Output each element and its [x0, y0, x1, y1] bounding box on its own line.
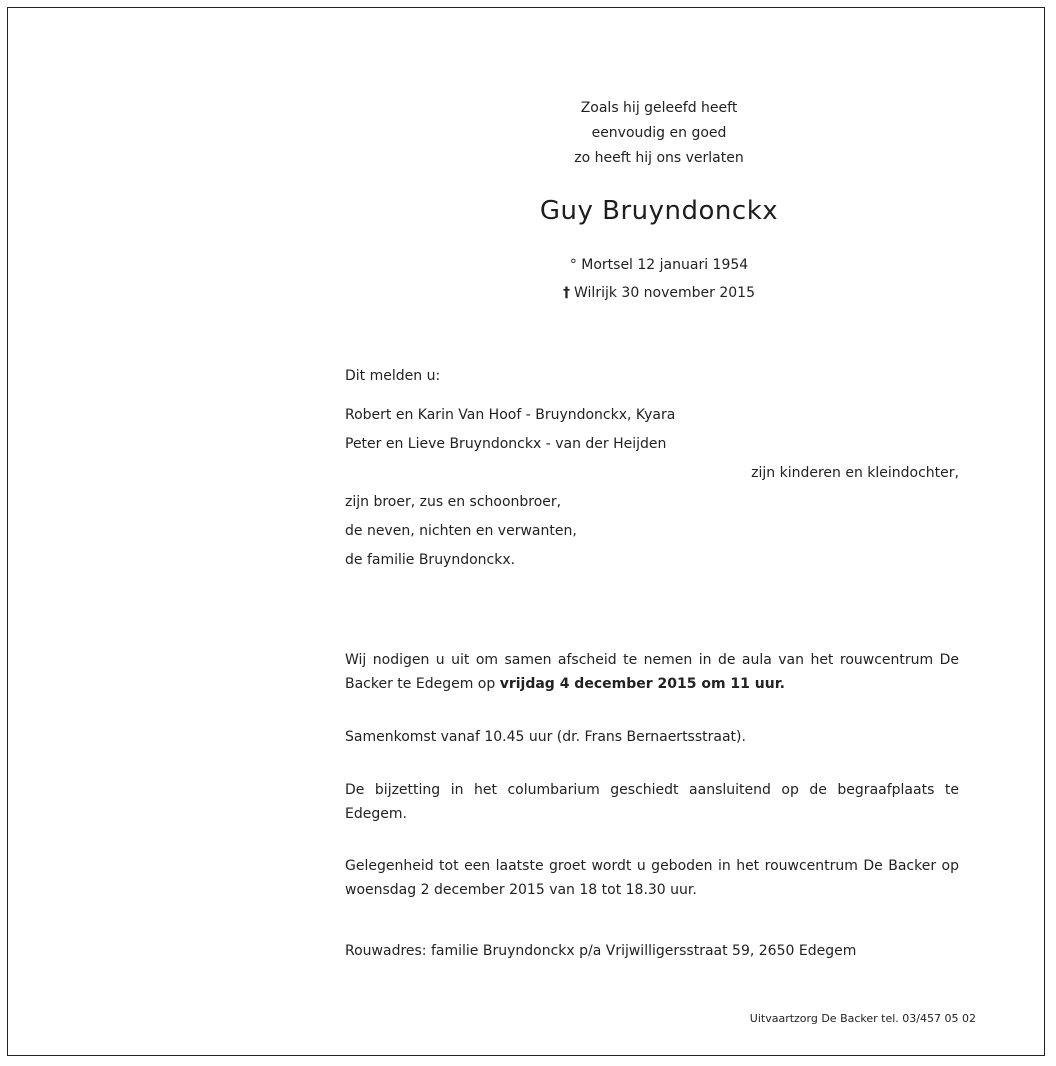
family-line-1: Robert en Karin Van Hoof - Bruyndonckx, Kyara — [345, 407, 676, 423]
mourning-address: Rouwadres: familie Bruyndonckx p/a Vrijwilligersstraat 59, 2650 Edegem — [345, 943, 857, 959]
birth-date: ° Mortsel 12 januari 1954 — [569, 257, 749, 273]
gathering-info: Samenkomst vanaf 10.45 uur (dr. Frans Bernaertsstraat). — [345, 729, 746, 745]
verse-line-1: Zoals hij geleefd heeft — [580, 100, 738, 116]
service-datetime: vrijdag 4 december 2015 om 11 uur. — [499, 676, 785, 692]
death-date-line — [352, 279, 966, 307]
invitation-paragraph — [345, 648, 959, 696]
life-dates — [352, 251, 966, 307]
announcement-intro: Dit melden u: — [345, 368, 441, 384]
family-line-2: Peter en Lieve Bruyndonckx - van der Heijden — [345, 436, 667, 452]
verse-line-3: zo heeft hij ons verlaten — [574, 150, 744, 166]
funeral-home-footer: Uitvaartzorg De Backer tel. 03/457 05 02 — [749, 1012, 976, 1025]
cross-icon: † — [563, 285, 570, 301]
memorial-verse — [352, 96, 966, 171]
death-date: Wilrijk 30 november 2015 — [574, 285, 755, 301]
deceased-name: Guy Bruyndonckx — [539, 196, 779, 226]
family-line-3: zijn broer, zus en schoonbroer, — [345, 494, 562, 510]
verse-line-2: eenvoudig en goed — [591, 125, 727, 141]
family-line-5: de familie Bruyndonckx. — [345, 552, 516, 568]
family-line-4: de neven, nichten en verwanten, — [345, 523, 577, 539]
farewell-info: Gelegenheid tot een laatste groet wordt u geboden in het rouwcentrum De Backer op woensdag 2 december 2015 van 18 tot 18.30 uur. — [345, 858, 959, 898]
interment-info: De bijzetting in het columbarium geschiedt aansluitend op de begraafplaats te Edegem. — [345, 782, 959, 822]
family-relation: zijn kinderen en kleindochter, — [751, 465, 959, 481]
invitation-text: Wij nodigen u uit om samen afscheid te nemen in de aula van het rouwcentrum De Backer te Edegem op — [345, 652, 959, 692]
